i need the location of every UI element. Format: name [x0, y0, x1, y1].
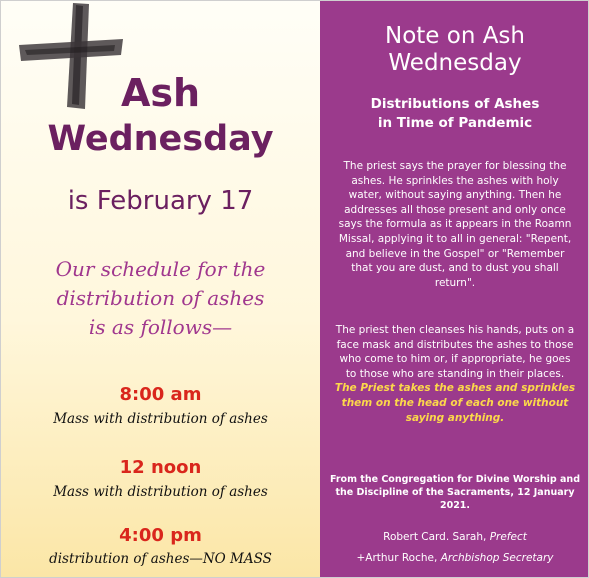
note-paragraph-1: The priest says the prayer for blessing the ashes. He sprinkles the ashes with holy water, without saying anything. Then he addresses all those present and only once says the formula as it appears in the Roamn Missal, applying it to all in general: "Repent, and believe in the Gospel" or "Remember that you are dust, and to dust you shall return". — [338, 160, 572, 289]
note-source: From the Congregation for Divine Worship and the Discipline of the Sacraments, 12 January 2021. — [329, 474, 580, 511]
signature-2: +Arthur Roche, Archbishop Secretary — [356, 552, 554, 564]
note-paragraph-2: The priest then cleanses his hands, puts on a face mask and distributes the ashes to those who come to him or, if appropriate, he goes to those who are standing in their places. The Priest takes the ashes and sprinkles them on the head of each one without saying anything. — [334, 324, 576, 424]
service-desc-2: Mass with distribution of ashes — [53, 484, 268, 500]
signature-1: Robert Card. Sarah, Prefect — [383, 531, 527, 543]
date-line: is February 17 — [67, 186, 254, 216]
title-wednesday: Wednesday — [47, 119, 274, 159]
note-subtitle: Distributions of Ashes in Time of Pandemic — [370, 96, 540, 131]
service-time-1: 8:00 am — [119, 384, 202, 405]
note-highlight: The Priest takes the ashes and sprinkles them on the head of each one without saying anything. — [334, 382, 576, 424]
title-ash: Ash — [120, 71, 201, 115]
service-time-2: 12 noon — [119, 457, 202, 478]
service-desc-3: distribution of ashes—NO MASS — [49, 551, 272, 567]
schedule-intro: Our schedule for the distribution of ashes is as follows— — [55, 257, 266, 339]
service-time-3: 4:00 pm — [119, 525, 202, 546]
schedule-panel — [1, 1, 320, 578]
note-panel — [320, 1, 589, 578]
service-desc-1: Mass with distribution of ashes — [53, 411, 268, 427]
note-title: Note on Ash Wednesday — [384, 23, 525, 76]
